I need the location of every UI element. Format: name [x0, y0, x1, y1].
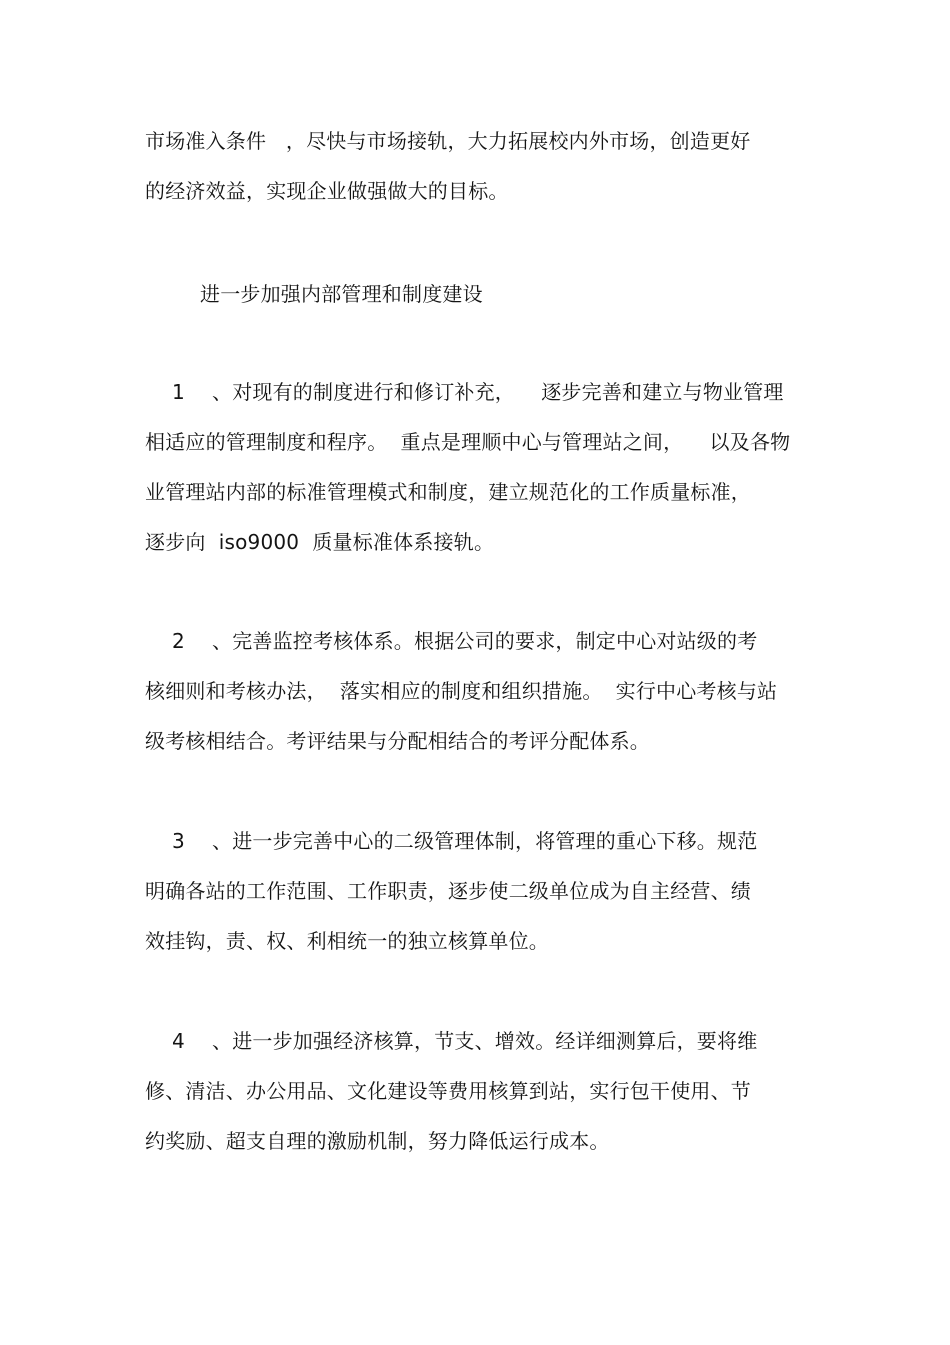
item-1-first-line: 、对现有的制度进行和修订补充， 逐步完善和建立与物业管理 [212, 380, 784, 404]
item-3-first-line: 、进一步完善中心的二级管理体制，将管理的重心下移。规范 [212, 829, 758, 853]
intro-line-2: 的经济效益，实现企业做强做大的目标。 [145, 179, 509, 203]
item-4-line: 约奖励、超支自理的激励机制，努力降低运行成本。 [145, 1129, 610, 1153]
item-3-line: 效挂钩，责、权、利相统一的独立核算单位。 [145, 929, 549, 953]
item-4-line: 修、清洁、办公用品、文化建设等费用核算到站，实行包干使用、节 [145, 1079, 751, 1103]
item-2-line: 级考核相结合。考评结果与分配相结合的考评分配体系。 [145, 729, 650, 753]
item-3-number: 3 [172, 829, 185, 853]
item-2-first-line: 、完善监控考核体系。根据公司的要求，制定中心对站级的考 [212, 629, 758, 653]
intro-line-1: 市场准入条件 ，尽快与市场接轨，大力拓展校内外市场，创造更好 [145, 129, 751, 153]
item-2-number: 2 [172, 629, 185, 653]
item-1-line: 相适应的管理制度和程序。 重点是理顺中心与管理站之间， 以及各物 [145, 430, 791, 454]
item-1-number: 1 [172, 380, 185, 404]
item-4-first-line: 、进一步加强经济核算，节支、增效。经详细测算后，要将维 [212, 1029, 758, 1053]
item-1-line: 逐步向 iso9000 质量标准体系接轨。 [145, 530, 495, 554]
item-1-line: 业管理站内部的标准管理模式和制度，建立规范化的工作质量标准， [145, 480, 751, 504]
item-2-line: 核细则和考核办法， 落实相应的制度和组织措施。 实行中心考核与站 [145, 679, 778, 703]
item-3-line: 明确各站的工作范围、工作职责，逐步使二级单位成为自主经营、绩 [145, 879, 751, 903]
section-heading: 进一步加强内部管理和制度建设 [200, 282, 483, 306]
item-4-number: 4 [172, 1029, 185, 1053]
